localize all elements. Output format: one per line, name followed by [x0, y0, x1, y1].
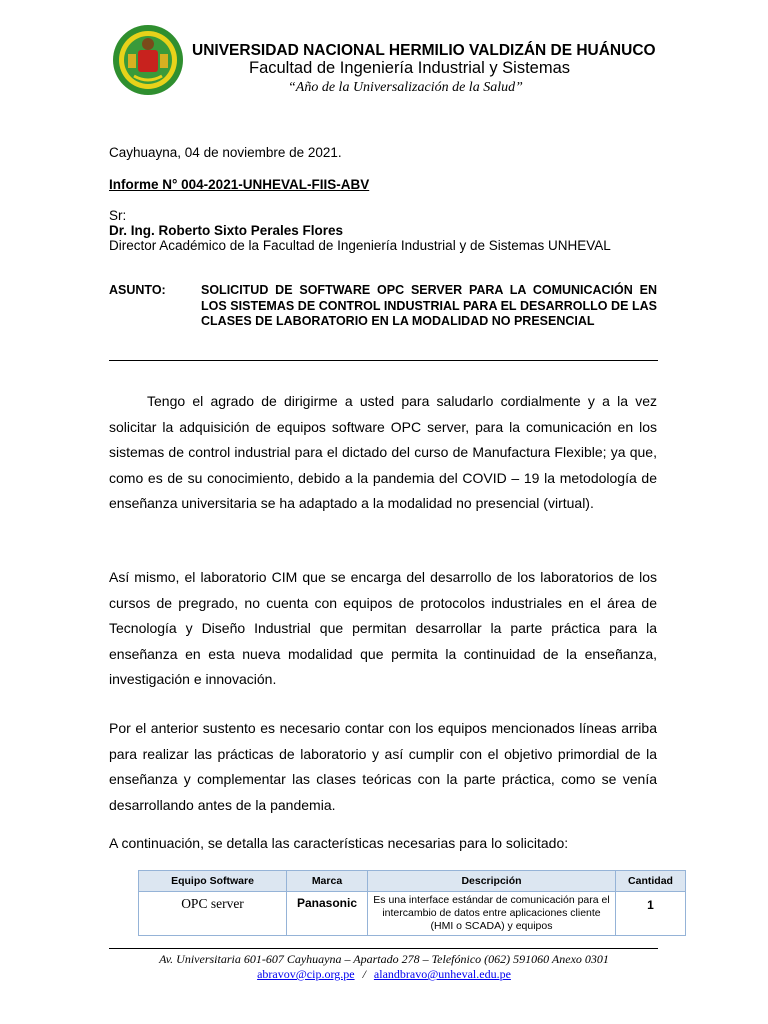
university-name: UNIVERSIDAD NACIONAL HERMILIO VALDIZÁN DE HUÁNUCO — [192, 42, 656, 59]
body-paragraph-3: Por el anterior sustento es necesario contar con los equipos mencionados líneas arriba para realizar las prácticas de laboratorio y así cumplir con el objetivo primordial de la enseñanza y complementar las clases teóricas con la parte práctica, como se venía desarrollando antes de la pandemia. — [109, 720, 657, 813]
cell-description: Es una interface estándar de comunicación para el intercambio de datos entre aplicaciones cliente (HMI o SCADA) y equipos — [368, 892, 616, 936]
header-brand: Marca — [287, 871, 368, 892]
subject-label: ASUNTO: — [109, 283, 166, 297]
header-description: Descripción — [368, 871, 616, 892]
email-link-1[interactable]: abravov@cip.org.pe — [257, 967, 355, 981]
table-intro: A continuación, se detalla las características necesarias para lo solicitado: — [109, 835, 569, 851]
university-seal-logo — [112, 24, 184, 96]
body-paragraph-2: Así mismo, el laboratorio CIM que se encarga del desarrollo de los laboratorios de los cursos de pregrado, no cuenta con equipos de protocolos industriales en el área de Tecnología y Diseño Industrial que permitan desarrollar la parte práctica para la enseñanza en esta nueva modalidad que permita la continuidad de la enseñanza, investigación e innovación. — [109, 569, 657, 687]
email-separator: / — [362, 967, 366, 981]
cell-software: OPC server — [139, 892, 287, 936]
recipient-role: Director Académico de la Facultad de Ingeniería Industrial y de Sistemas UNHEVAL — [109, 238, 611, 253]
requirements-table — [138, 870, 686, 936]
footer-address: Av. Universitaria 601-607 Cayhuayna – Apartado 278 – Telefónico (062) 591060 Anexo 0301 — [159, 952, 609, 966]
table-header-row — [139, 871, 686, 892]
footer-emails — [0, 967, 768, 982]
report-reference: Informe N° 004-2021-UNHEVAL-FIIS-ABV — [109, 177, 370, 192]
cell-brand: Panasonic — [287, 892, 368, 936]
cell-quantity: 1 — [616, 892, 686, 936]
year-motto: “Año de la Universalización de la Salud” — [288, 80, 523, 95]
footer-divider — [109, 948, 658, 949]
letter-date: Cayhuayna, 04 de noviembre de 2021. — [109, 145, 342, 160]
subject-text: SOLICITUD DE SOFTWARE OPC SERVER PARA LA COMUNICACIÓN EN LOS SISTEMAS DE CONTROL INDUSTRIAL PARA EL DESARROLLO DE LAS CLASES DE LABORATORIO EN LA MODALIDAD NO PRESENCIAL — [201, 283, 657, 328]
body-paragraph-1: Tengo el agrado de dirigirme a usted para saludarlo cordialmente y a la vez solicitar la adquisición de equipos software OPC server, para la comunicación en los sistemas de control industrial para el dictado del curso de Manufactura Flexible; ya que, como es de su conocimiento, debido a la pandemia del COVID – 19 la metodología de enseñanza universitaria se ha adaptado a la modalidad no presencial (virtual). — [109, 393, 657, 511]
header-quantity: Cantidad — [616, 871, 686, 892]
header-software: Equipo Software — [139, 871, 287, 892]
table-row — [139, 892, 686, 936]
salutation: Sr: — [109, 208, 127, 223]
faculty-name: Facultad de Ingeniería Industrial y Sistemas — [249, 59, 571, 77]
subject-divider — [109, 360, 658, 361]
email-link-2[interactable]: alandbravo@unheval.edu.pe — [373, 967, 511, 981]
recipient-name: Dr. Ing. Roberto Sixto Perales Flores — [109, 223, 344, 238]
